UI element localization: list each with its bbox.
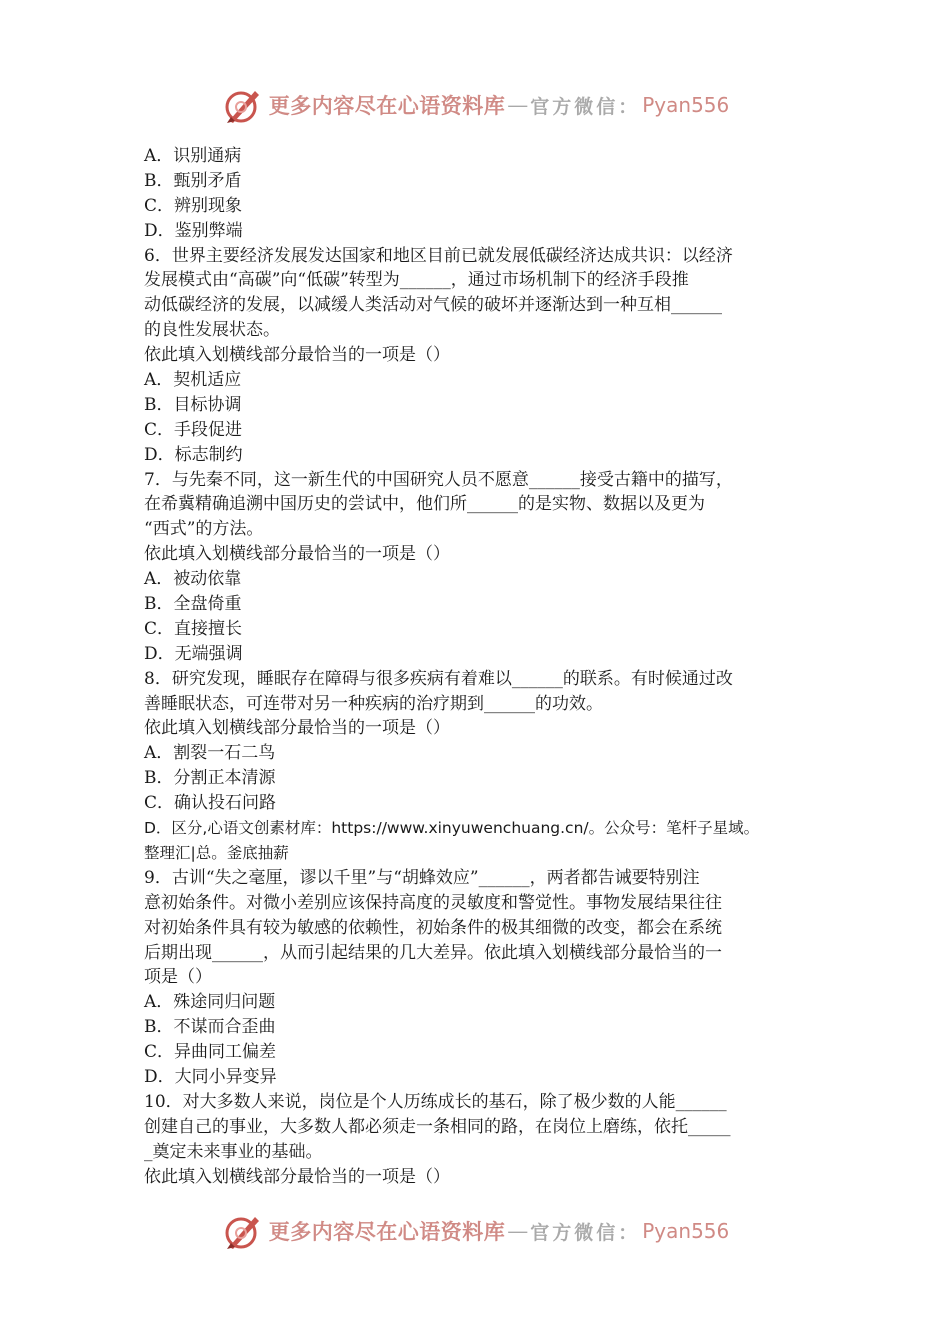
- watermark-dash: —: [507, 1219, 529, 1243]
- text-line: 对初始条件具有较为敏感的依赖性，初始条件的极其细微的改变，都会在系统: [144, 917, 722, 938]
- text-line: C．异曲同工偏差: [144, 1042, 277, 1063]
- text-line: A．识别通病: [144, 146, 242, 166]
- watermark-label: 官方微信：: [530, 95, 641, 118]
- text-line: 6．世界主要经济发展发达国家和地区目前已就发展低碳经济达成共识：以经济: [144, 245, 733, 266]
- text-line: B．目标协调: [144, 394, 242, 415]
- text-line: 依此填入划横线部分最恰当的一项是（）: [144, 544, 450, 565]
- text-line: 创建自己的事业，大多数人都必须走一条相同的路，在岗位上磨练，依托_____: [144, 1116, 731, 1137]
- text-line: C．确认投石问路: [144, 793, 277, 814]
- pen-logo-icon: [221, 83, 265, 127]
- watermark-label: 官方微信：: [530, 1221, 641, 1244]
- text-line: 依此填入划横线部分最恰当的一项是（）: [144, 718, 450, 739]
- text-line: A．契机适应: [144, 370, 242, 391]
- text-line: 10．对大多数人来说，岗位是个人历练成长的基石，除了极少数的人能______: [144, 1091, 727, 1112]
- text-line-source-notice: 整理汇|总。釜底抽薪: [144, 843, 289, 862]
- text-line: 意初始条件。对微小差别应该保持高度的灵敏度和警觉性。事物发展结果往往: [144, 892, 722, 913]
- text-line: D．标志制约: [144, 444, 243, 465]
- header-watermark: [0, 80, 950, 130]
- watermark-wechat-id: Pyan556: [642, 93, 730, 117]
- text-line: C．手段促进: [144, 419, 243, 440]
- text-line: 动低碳经济的发展，以减缓人类活动对气候的破坏并逐渐达到一种互相______: [144, 295, 722, 316]
- text-line: 7．与先秦不同，这一新生代的中国研究人员不愿意______接受古籍中的描写，: [144, 469, 733, 490]
- watermark-brand: 更多内容尽在心语资料库: [268, 93, 506, 118]
- text-line: _奠定未来事业的基础。: [144, 1141, 323, 1162]
- watermark-wechat-id: Pyan556: [642, 1219, 730, 1243]
- text-line: B．分割正本清源: [144, 768, 276, 789]
- text-line: 8．研究发现，睡眠存在障碍与很多疾病有着难以______的联系。有时候通过改: [144, 668, 733, 689]
- text-line: “西式”的方法。: [144, 519, 264, 540]
- text-line: 依此填入划横线部分最恰当的一项是（）: [144, 345, 450, 366]
- text-line: D．无端强调: [144, 643, 243, 664]
- text-line: D．大同小异变异: [144, 1066, 277, 1087]
- text-line: 后期出现______，从而引起结果的几大差异。依此填入划横线部分最恰当的一: [144, 942, 722, 963]
- text-line: D．鉴别弊端: [144, 220, 243, 241]
- text-line: B．不谋而合歪曲: [144, 1017, 276, 1038]
- text-line: 9．古训“失之毫厘，谬以千里”与“胡蜂效应”______，两者都告诫要特别注: [144, 867, 700, 888]
- text-line: B．甄别矛盾: [144, 170, 242, 191]
- watermark-brand: 更多内容尽在心语资料库: [268, 1219, 506, 1244]
- text-line: 依此填入划横线部分最恰当的一项是（）: [144, 1166, 450, 1187]
- text-line-source-notice: D．区分,心语文创素材库：https://www.xinyuwenchuang.cn/。公众号：笔杆子星域。: [144, 819, 760, 838]
- document-body: [144, 144, 814, 1189]
- text-line: C．直接擅长: [144, 618, 243, 639]
- pen-logo-icon: [221, 1209, 265, 1253]
- text-line: A．割裂一石二鸟: [144, 743, 276, 764]
- text-line: C．辨别现象: [144, 195, 243, 216]
- text-line: B．全盘倚重: [144, 594, 242, 615]
- text-line: 的良性发展状态。: [144, 320, 280, 341]
- text-line: 善睡眠状态，可连带对另一种疾病的治疗期到______的功效。: [144, 693, 603, 714]
- text-line: 发展模式由“高碳”向“低碳”转型为______，通过市场机制下的经济手段推: [144, 270, 689, 291]
- footer-watermark: [0, 1206, 950, 1256]
- text-line: 在希冀精确追溯中国历史的尝试中，他们所______的是实物、数据以及更为: [144, 494, 705, 515]
- watermark-dash: —: [507, 93, 529, 117]
- text-line: 项是（）: [144, 967, 212, 988]
- text-line: A．殊途同归问题: [144, 992, 276, 1013]
- text-line: A．被动依靠: [144, 569, 242, 590]
